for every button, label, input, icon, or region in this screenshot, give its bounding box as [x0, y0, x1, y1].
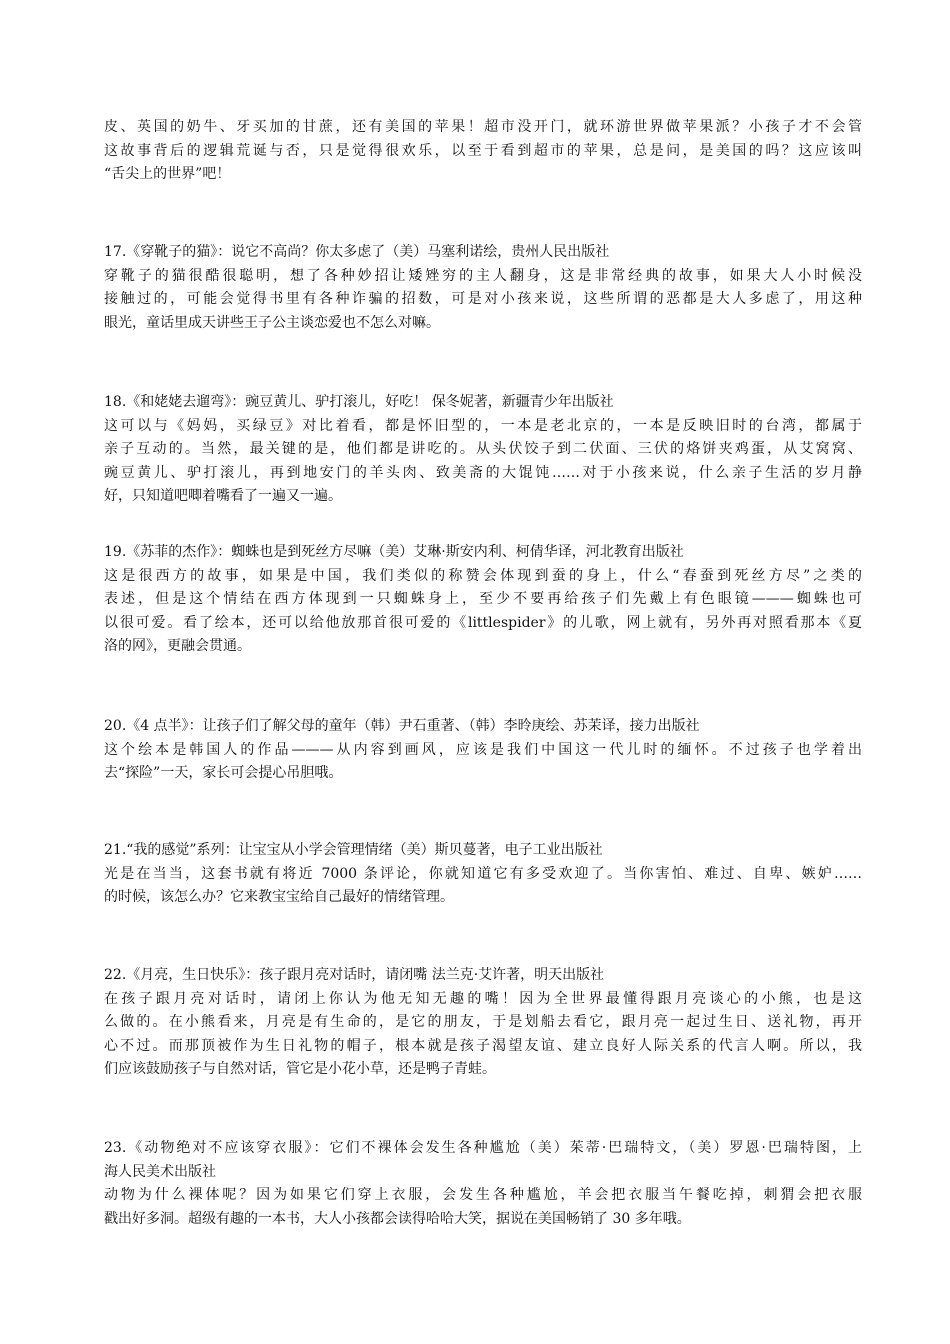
- entry-20: [104, 715, 862, 786]
- entry-22: [104, 964, 862, 1082]
- paragraph-line: 这可以与《妈妈，买绿豆》对比着看，都是怀旧型的，一本是老北京的，一本是反映旧时的台湾，都属于: [104, 417, 862, 434]
- paragraph-line: 洛的网》，更融会贯通。: [104, 638, 251, 655]
- entry-19: [104, 541, 862, 659]
- entry-title: 17.《穿靴子的猫》：说它不高尚？你太多虑了（美）马塞利诺绘，贵州人民出版社: [104, 244, 610, 260]
- paragraph-line: 这故事背后的逻辑荒诞与否，只是觉得很欢乐，以至于看到超市的苹果，总是问，是美国的吗？这应该叫: [104, 142, 862, 159]
- paragraph-line: 皮、英国的奶牛、牙买加的甘蔗，还有美国的苹果！超市没开门，就环游世界做苹果派？小孩子才不会管: [104, 119, 862, 135]
- entry-title: 18.《和姥姥去遛弯》：豌豆黄儿、驴打滚儿，好吃！ 保冬妮著，新疆青少年出版社: [104, 394, 614, 410]
- paragraph-line: 们应该鼓励孩子与自然对话，管它是小花小草，还是鸭子青蛙。: [104, 1061, 496, 1078]
- paragraph-line: 动物为什么裸体呢？因为如果它们穿上衣服，会发生各种尴尬，羊会把衣服当午餐吃掉，刺猬会把衣服: [104, 1187, 862, 1204]
- entry-title: 20.《4 点半》：让孩子们了解父母的童年（韩）尹石重著、（韩）李昤庚绘、苏茉译，接力出版社: [104, 718, 700, 734]
- paragraph-line: 戳出好多洞。超级有趣的一本书，大人小孩都会读得哈哈大笑，据说在美国畅销了 30 多年哦。: [104, 1210, 691, 1227]
- paragraph-line: 好，只知道吧唧着嘴看了一遍又一遍。: [104, 488, 342, 505]
- paragraph-line: 亲子互动的。当然，最关键的是，他们都是讲吃的。从头伏饺子到二伏面、三伏的烙饼夹鸡蛋，从艾窝窝、: [104, 441, 862, 458]
- paragraph-line: 穿靴子的猫很酷很聪明，想了各种妙招让矮矬穷的主人翻身，这是非常经典的故事，如果大人小时候没: [104, 267, 862, 284]
- entry-title: 23.《动物绝对不应该穿衣服》：它们不裸体会发生各种尴尬（美）茱蒂·巴瑞特文，（美）罗恩·巴瑞特图，上: [104, 1140, 862, 1156]
- paragraph-line: 的时候，该怎么办？它来教宝宝给自己最好的情绪管理。: [104, 889, 454, 906]
- intro-paragraph: [104, 116, 862, 187]
- entry-title: 19.《苏菲的杰作》：蜘蛛也是到死丝方尽嘛（美）艾琳·斯安内利、柯倩华译，河北教育出版社: [104, 544, 684, 560]
- entry-23: [104, 1137, 862, 1231]
- paragraph-line: 心不过。而那顶被作为生日礼物的帽子，根本就是孩子渴望友谊、建立良好人际关系的代言人啊。所以，我: [104, 1037, 862, 1054]
- paragraph-line: 眼光，童话里成天讲些王子公主谈恋爱也不怎么对嘛。: [104, 314, 440, 331]
- paragraph-line: 豌豆黄儿、驴打滚儿，再到地安门的羊头肉、致美斋的大馄饨……对于小孩来说，什么亲子生活的岁月静: [104, 464, 862, 481]
- paragraph-line: 这是很西方的故事，如果是中国，我们类似的称赞会体现到蚕的身上，什么“春蚕到死丝方尽”之类的: [104, 567, 862, 584]
- paragraph-line: 去“探险”一天，家长可会提心吊胆哦。: [104, 765, 343, 782]
- paragraph-line: 表述，但是这个情结在西方体现到一只蜘蛛身上，至少不要再给孩子们先戴上有色眼镜———蜘蛛也可: [104, 591, 862, 608]
- entry-title-continued: 海人民美术出版社: [104, 1163, 216, 1180]
- paragraph-line: 接触过的，可能会觉得书里有各种诈骗的招数，可是对小孩来说，这些所谓的恶都是大人多虑了，用这种: [104, 291, 862, 308]
- entry-18: [104, 391, 862, 509]
- paragraph-line: 光是在当当，这套书就有将近 7000 条评论，你就知道它有多受欢迎了。当你害怕、难过、自卑、嫉妒……: [104, 865, 862, 882]
- paragraph-line: “舌尖上的世界”吧！: [104, 166, 231, 183]
- paragraph-line: 在孩子跟月亮对话时，请闭上你认为他无知无趣的嘴！因为全世界最懂得跟月亮谈心的小熊，也是这: [104, 990, 862, 1007]
- entry-title: 22.《月亮，生日快乐》：孩子跟月亮对话时，请闭嘴 法兰克·艾许著，明天出版社: [104, 967, 605, 983]
- paragraph-line: 这个绘本是韩国人的作品———从内容到画风，应该是我们中国这一代儿时的缅怀。不过孩子也学着出: [104, 741, 862, 758]
- entry-title: 21.“我的感觉”系列：让宝宝从小学会管理情绪（美）斯贝蔓著，电子工业出版社: [104, 842, 603, 858]
- paragraph-line: 么做的。在小熊看来，月亮是有生命的，是它的朋友，于是划船去看它，跟月亮一起过生日、送礼物，再开: [104, 1014, 862, 1031]
- paragraph-line: 以很可爱。看了绘本，还可以给他放那首很可爱的《littlespider》的儿歌，网上就有，另外再对照看那本《夏: [104, 614, 862, 631]
- entry-21: [104, 839, 862, 910]
- entry-17: [104, 241, 862, 335]
